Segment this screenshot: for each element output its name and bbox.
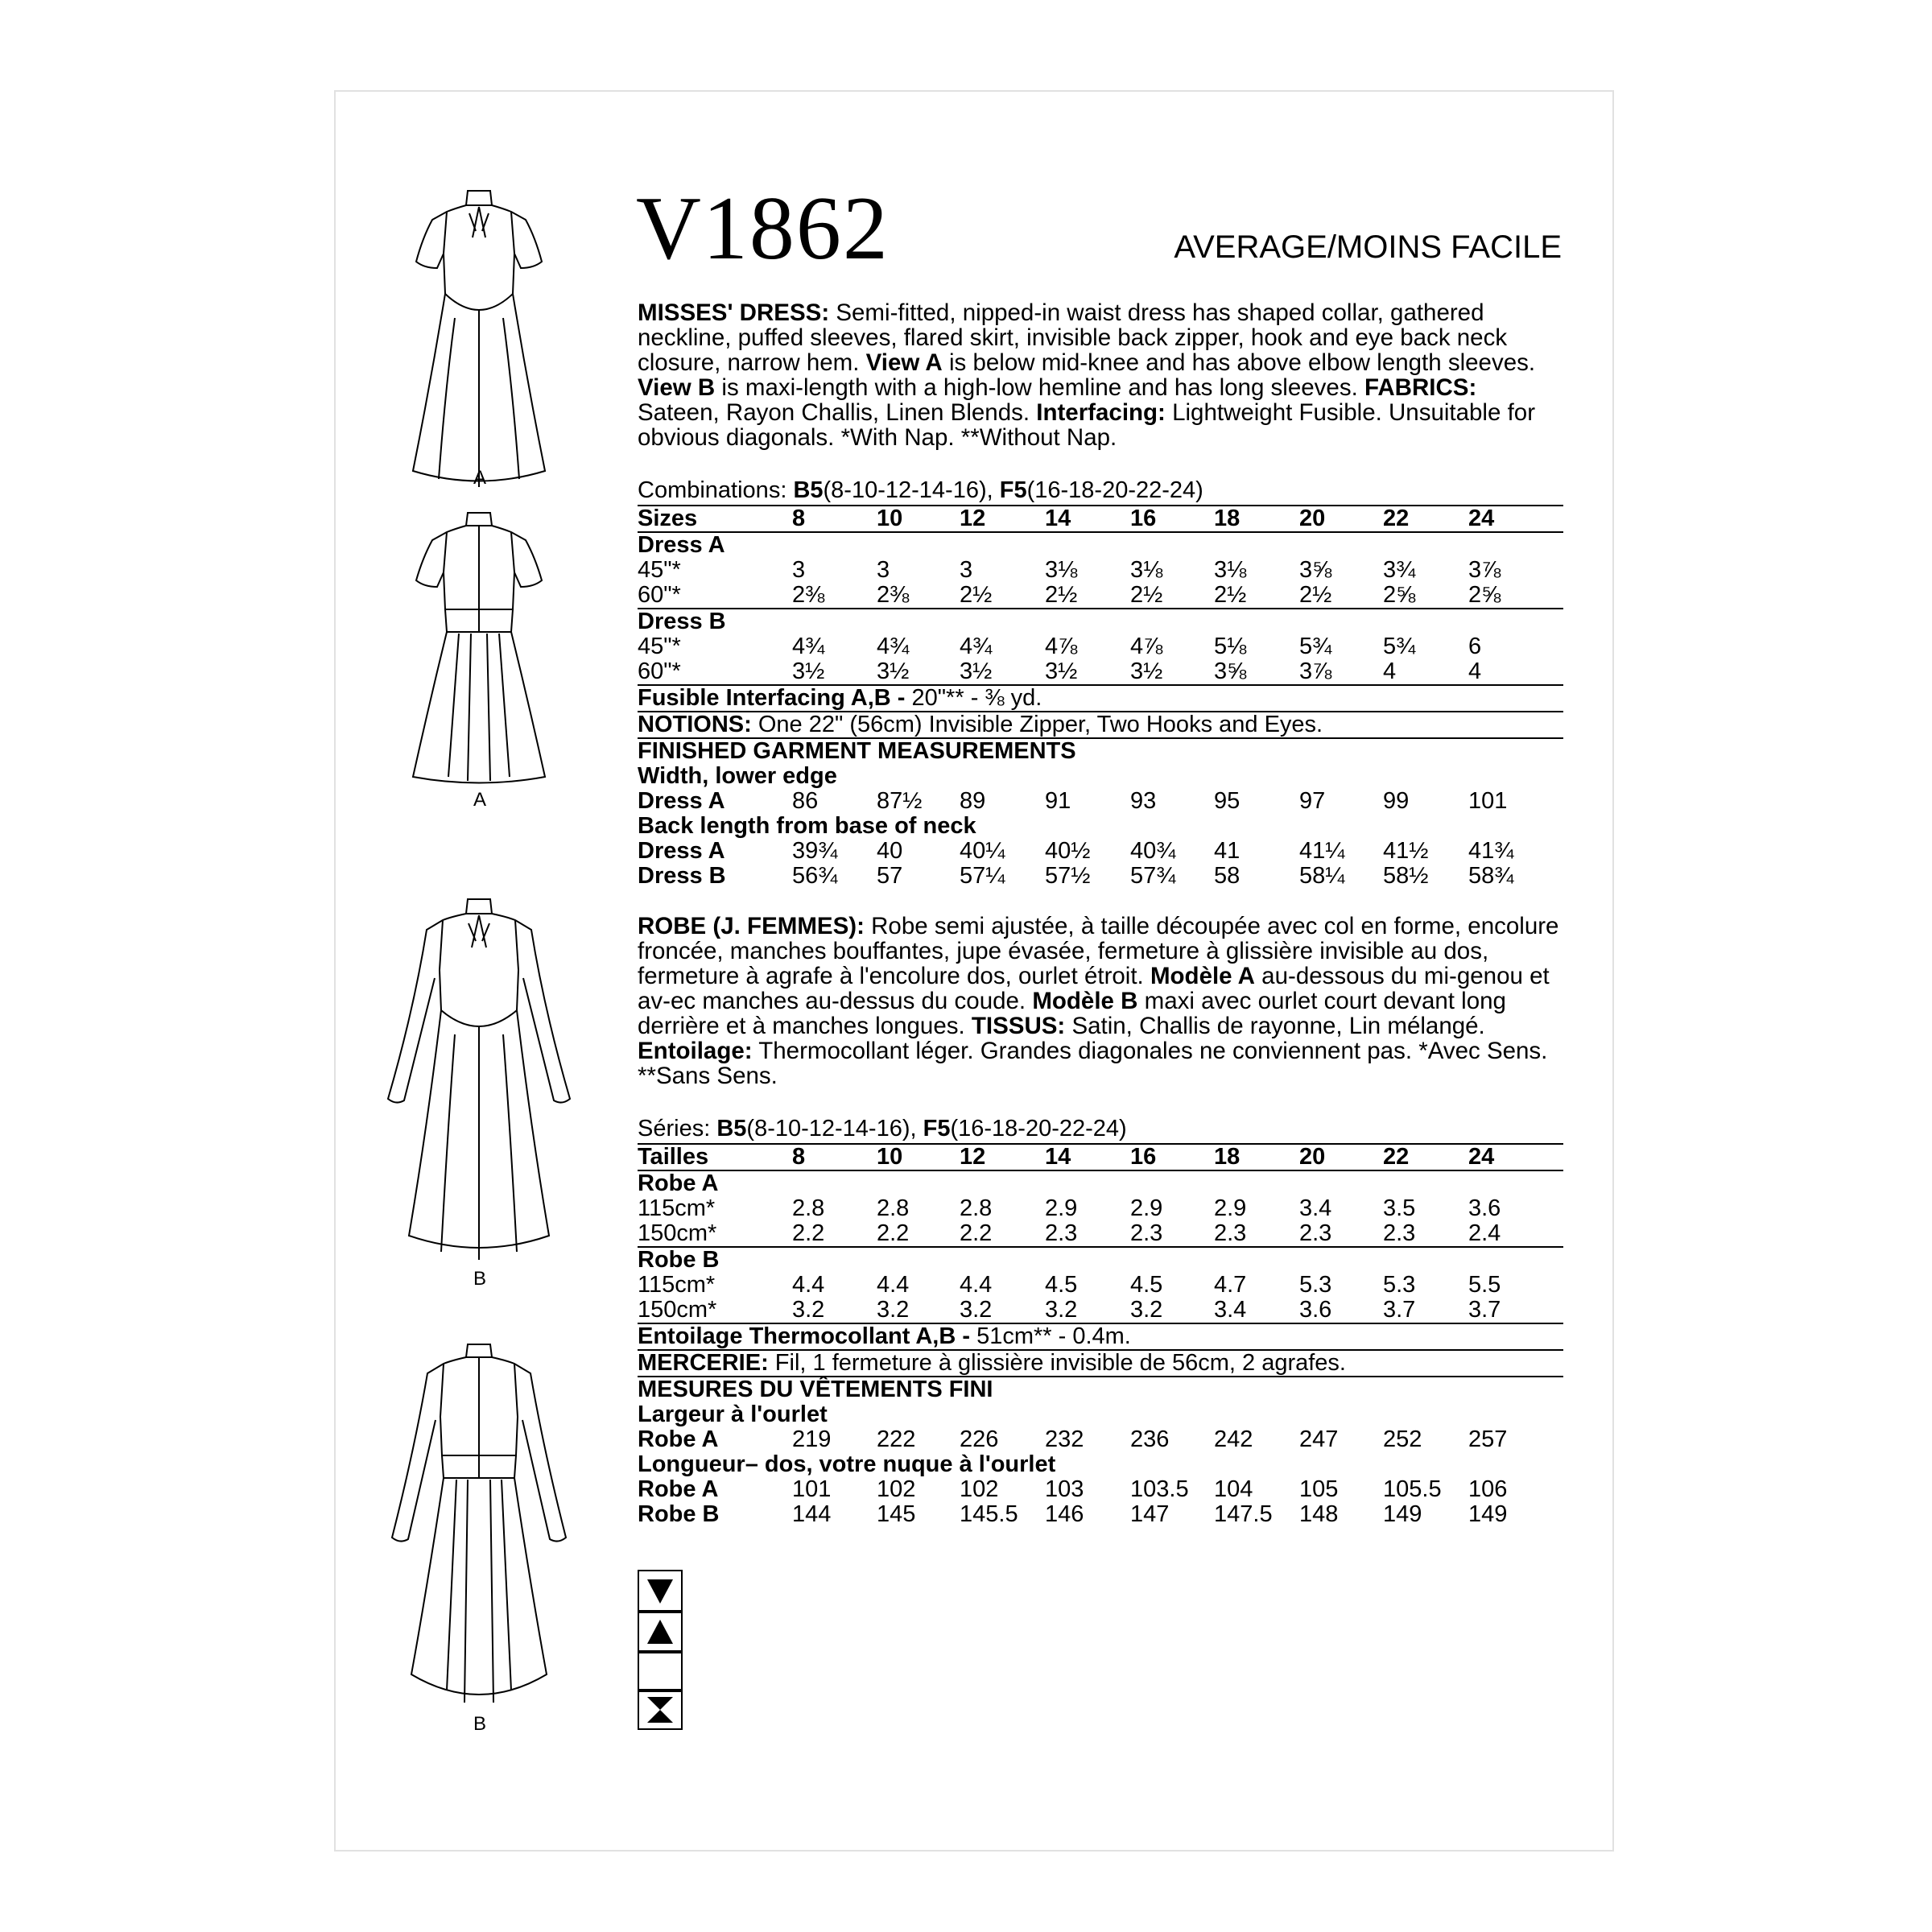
- length-row-label: Dress A: [638, 838, 725, 864]
- length-row-cell: 57¼: [960, 863, 1005, 889]
- width-row-cell: 87½: [877, 788, 923, 814]
- width-row-cell: 242: [1214, 1426, 1253, 1452]
- interfacing-row: [638, 686, 1563, 711]
- dress_a-row: [638, 1196, 1563, 1221]
- english-yardage-table: [638, 505, 1563, 889]
- dress_a-row-cell: 3⅞: [1468, 557, 1501, 583]
- width-title-label: Largeur à l'ourlet: [638, 1402, 828, 1427]
- length-title: [638, 1452, 1563, 1477]
- length-row-cell: 39¾: [792, 838, 838, 864]
- width-row-label: Robe A: [638, 1426, 719, 1452]
- length-row-cell: 41½: [1383, 838, 1429, 864]
- dress_a-row-cell: 3.4: [1299, 1195, 1332, 1221]
- sizes-header-cell: 8: [792, 1144, 806, 1170]
- length-row-cell: 57½: [1045, 863, 1091, 889]
- length-row-cell: 102: [877, 1476, 916, 1502]
- sizes-header-cell: 12: [960, 1144, 986, 1170]
- dress_b-row-cell: 4⅞: [1130, 634, 1163, 659]
- length-row-cell: 149: [1383, 1501, 1422, 1527]
- dress_a-row-cell: 3⅛: [1214, 557, 1247, 583]
- width-row-cell: 226: [960, 1426, 999, 1452]
- sketch-label-b-back: B: [473, 1713, 486, 1735]
- sizes-header-cell: 10: [877, 506, 903, 531]
- sizes-header-cell: 24: [1468, 1144, 1495, 1170]
- dress_b-row-cell: 3½: [1045, 658, 1078, 684]
- sizes-header-cell: 10: [877, 1144, 903, 1170]
- dress_b-title: [638, 609, 1563, 634]
- dress_a-row-cell: 2.3: [1299, 1220, 1332, 1246]
- length-row: [638, 839, 1563, 864]
- dress_a-row-cell: 2.4: [1468, 1220, 1501, 1246]
- dress_b-row-cell: 3.6: [1299, 1297, 1332, 1323]
- width-row-cell: 86: [792, 788, 819, 814]
- dress_a-row-cell: 2.2: [792, 1220, 825, 1246]
- length-row-cell: 40¼: [960, 838, 1005, 864]
- width-row-cell: 97: [1299, 788, 1326, 814]
- length-row-label: Dress B: [638, 863, 726, 889]
- notions-row-label: MERCERIE:: [638, 1350, 769, 1376]
- dress_b-row-cell: 3.2: [960, 1297, 993, 1323]
- finished-title: [638, 739, 1563, 764]
- notions-row-value: Fil, 1 fermeture à glissière invisible de 56cm, 2 agrafes.: [768, 1350, 1346, 1376]
- length-row-label: Robe A: [638, 1476, 719, 1502]
- width-title-label: Width, lower edge: [638, 763, 837, 789]
- difficulty-level: AVERAGE/MOINS FACILE: [1174, 229, 1562, 265]
- length-title-label: Back length from base of neck: [638, 813, 976, 839]
- dress_b-row-cell: 3½: [877, 658, 910, 684]
- dress_a-row-cell: 2.9: [1130, 1195, 1163, 1221]
- sizes-header-cell: 18: [1214, 506, 1241, 531]
- interfacing-row-value: 20"** - ⅜ yd.: [905, 685, 1042, 711]
- dress_a-row-cell: 2⅝: [1468, 582, 1501, 608]
- dress_a-row-cell: 2½: [1045, 582, 1078, 608]
- sizes-header: [638, 1145, 1563, 1170]
- dress_b-row-cell: 5.5: [1468, 1272, 1501, 1298]
- sizes-header-cell: 8: [792, 506, 806, 531]
- length-row-cell: 58¾: [1468, 863, 1514, 889]
- dress_b-row-cell: 3½: [792, 658, 825, 684]
- dress_a-row-cell: 2½: [1130, 582, 1163, 608]
- length-row-cell: 147.5: [1214, 1501, 1273, 1527]
- symbol-legend: [638, 1570, 681, 1727]
- sizes-header-cell: 16: [1130, 1144, 1157, 1170]
- sizes-header: [638, 506, 1563, 531]
- dress_b-row-cell: 3.2: [877, 1297, 910, 1323]
- dress_a-row-cell: 2.3: [1045, 1220, 1078, 1246]
- length-row-cell: 148: [1299, 1501, 1339, 1527]
- length-row-cell: 103.5: [1130, 1476, 1189, 1502]
- width-row-cell: 247: [1299, 1426, 1339, 1452]
- width-row-cell: 236: [1130, 1426, 1170, 1452]
- length-row-cell: 57¾: [1130, 863, 1176, 889]
- dress_a-row-cell: 2½: [1299, 582, 1332, 608]
- pattern-number: V1862: [636, 179, 890, 279]
- dress_b-row-cell: 5¾: [1383, 634, 1416, 659]
- width-row-cell: 222: [877, 1426, 916, 1452]
- length-title-label: Longueur– dos, votre nuque à l'ourlet: [638, 1451, 1056, 1477]
- dress_b-row-cell: 3½: [1130, 658, 1163, 684]
- length-title: [638, 814, 1563, 839]
- width-title: [638, 764, 1563, 789]
- dress_b-row-cell: 4¾: [960, 634, 993, 659]
- dress_a-row-label: 45"*: [638, 557, 681, 583]
- length-row-cell: 146: [1045, 1501, 1084, 1527]
- legend-box-4: [638, 1689, 683, 1730]
- length-row-cell: 57: [877, 863, 903, 889]
- dress_b-row: [638, 659, 1563, 684]
- length-row-cell: 40¾: [1130, 838, 1176, 864]
- dress_a-row-cell: 3: [792, 557, 806, 583]
- french-yardage-table: [638, 1143, 1563, 1527]
- length-row-cell: 41: [1214, 838, 1241, 864]
- length-row-cell: 144: [792, 1501, 832, 1527]
- length-row: [638, 1502, 1563, 1527]
- dress_a-row-cell: 2.2: [960, 1220, 993, 1246]
- length-row: [638, 1477, 1563, 1502]
- sizes-header-label: Tailles: [638, 1144, 709, 1170]
- dress_a-row-cell: 2.3: [1383, 1220, 1416, 1246]
- sizes-header-cell: 20: [1299, 1144, 1326, 1170]
- width-row-cell: 91: [1045, 788, 1071, 814]
- dress_a-row-cell: 3⅛: [1045, 557, 1078, 583]
- dress_b-row-cell: 3.4: [1214, 1297, 1247, 1323]
- english-description: MISSES' DRESS: Semi-fitted, nipped-in waist dress has shaped collar, gathered neckline, puffed sleeves, flared skirt, invisible back zipper, hook and eye back neck closure, narrow hem. View A is below mid-knee and has above elbow length sleeves. View B is maxi-length with a high-low hemline and has long sleeves. FABRICS: Sateen, Rayon Challis, Linen Blends. Interfacing: Lightweight Fusible. Unsuitable for obvious diagonals. *With Nap. **Without Nap.: [638, 299, 1536, 451]
- dress_a-row-label: 150cm*: [638, 1220, 717, 1246]
- dress_a-row-cell: 2.8: [877, 1195, 910, 1221]
- finished-title-label: MESURES DU VÊTEMENTS FINI: [638, 1377, 993, 1402]
- dress_b-row-cell: 5¾: [1299, 634, 1332, 659]
- sketch-label-a-back: A: [473, 789, 486, 811]
- notions-row-label: NOTIONS:: [638, 712, 752, 737]
- legend-box-3: [638, 1650, 683, 1692]
- length-row-cell: 106: [1468, 1476, 1508, 1502]
- length-row-cell: 58: [1214, 863, 1241, 889]
- sketch-view-b-front: [378, 890, 580, 1268]
- dress_a-row-cell: 2.9: [1045, 1195, 1078, 1221]
- dress_a-row-cell: 3⅛: [1130, 557, 1163, 583]
- width-row-cell: 95: [1214, 788, 1241, 814]
- dress_a-row-cell: 2⅜: [792, 582, 825, 608]
- dress_a-row-cell: 2½: [960, 582, 993, 608]
- length-row-cell: 41¼: [1299, 838, 1345, 864]
- length-row-cell: 102: [960, 1476, 999, 1502]
- dress_b-row-cell: 3.7: [1383, 1297, 1416, 1323]
- length-row-cell: 145.5: [960, 1501, 1018, 1527]
- dress_b-row: [638, 1273, 1563, 1298]
- width-row-cell: 257: [1468, 1426, 1508, 1452]
- dress_b-row: [638, 634, 1563, 659]
- dress_a-row-cell: 3: [877, 557, 890, 583]
- legend-box-1: [638, 1570, 683, 1613]
- dress_b-row-label: 115cm*: [638, 1272, 716, 1298]
- length-row-cell: 58½: [1383, 863, 1429, 889]
- sizes-header-cell: 24: [1468, 506, 1495, 531]
- dress_a-row: [638, 1221, 1563, 1246]
- sizes-header-cell: 14: [1045, 506, 1071, 531]
- sizes-header-cell: 16: [1130, 506, 1157, 531]
- dress_a-row-cell: 2.9: [1214, 1195, 1247, 1221]
- interfacing-row-label: Entoilage Thermocollant A,B -: [638, 1323, 971, 1349]
- notions-row: [638, 712, 1563, 737]
- dress_b-row-cell: 6: [1468, 634, 1482, 659]
- dress_b-title: [638, 1248, 1563, 1273]
- width-row-cell: 93: [1130, 788, 1157, 814]
- dress_b-row-cell: 4.4: [792, 1272, 825, 1298]
- english-combinations: Combinations: B5(8-10-12-14-16), F5(16-18-20-22-24): [638, 477, 1203, 503]
- width-row-cell: 232: [1045, 1426, 1084, 1452]
- dress_b-row-cell: 3⅞: [1299, 658, 1332, 684]
- dress_b-row-cell: 3.2: [1130, 1297, 1163, 1323]
- sketch-label-a-front: A: [473, 467, 486, 489]
- width-row-cell: 99: [1383, 788, 1410, 814]
- dress_a-row-cell: 2.3: [1214, 1220, 1247, 1246]
- length-row-cell: 56¾: [792, 863, 838, 889]
- dress_a-row-label: 115cm*: [638, 1195, 716, 1221]
- sizes-header-label: Sizes: [638, 506, 698, 531]
- length-row-cell: 105: [1299, 1476, 1339, 1502]
- dress_a-row-cell: 3.5: [1383, 1195, 1416, 1221]
- dress_a-row-cell: 2⅜: [877, 582, 910, 608]
- length-row-label: Robe B: [638, 1501, 720, 1527]
- sketch-view-a-back: [398, 503, 559, 785]
- length-row-cell: 58¼: [1299, 863, 1345, 889]
- french-description: ROBE (J. FEMMES): Robe semi ajustée, à taille découpée avec col en forme, encolure froncée, manches bouffantes, jupe évasée, fermeture à glissière invisible au dos, fermeture à agrafe à l'encolure dos, ourlet étroit. Modèle A au-dessous du mi-genou et av-ec manches au-dessus du coude. Modèle B maxi avec ourlet court devant long derrière et à manches longues. TISSUS: Satin, Challis de rayonne, Lin mélangé. Entoilage: Thermocollant léger. Grandes diagonales ne conviennent pas. *Avec Sens. **Sans Sens.: [638, 913, 1559, 1089]
- french-combinations: Séries: B5(8-10-12-14-16), F5(16-18-20-22-24): [638, 1116, 1127, 1141]
- width-row-cell: 219: [792, 1426, 832, 1452]
- width-row-cell: 252: [1383, 1426, 1422, 1452]
- notions-row-value: One 22" (56cm) Invisible Zipper, Two Hooks and Eyes.: [751, 712, 1323, 737]
- dress_a-title-label: Robe A: [638, 1170, 719, 1196]
- sketch-view-b-back: [382, 1336, 576, 1715]
- dress_b-title-label: Robe B: [638, 1247, 720, 1273]
- width-row-cell: 89: [960, 788, 986, 814]
- width-row-cell: 101: [1468, 788, 1508, 814]
- length-row-cell: 104: [1214, 1476, 1253, 1502]
- dress_b-row-cell: 4.4: [877, 1272, 910, 1298]
- dress_b-row-cell: 4¾: [877, 634, 910, 659]
- sizes-header-cell: 14: [1045, 1144, 1071, 1170]
- dress_b-row-cell: 3.2: [792, 1297, 825, 1323]
- width-row: [638, 789, 1563, 814]
- dress_a-row-label: 60"*: [638, 582, 681, 608]
- dress_a-row-cell: 3.6: [1468, 1195, 1501, 1221]
- finished-title-label: FINISHED GARMENT MEASUREMENTS: [638, 738, 1076, 764]
- length-row-cell: 147: [1130, 1501, 1170, 1527]
- length-row-cell: 103: [1045, 1476, 1084, 1502]
- sketch-label-b-front: B: [473, 1268, 486, 1290]
- length-row-cell: 40½: [1045, 838, 1091, 864]
- width-title: [638, 1402, 1563, 1427]
- dress_b-row: [638, 1298, 1563, 1323]
- sizes-header-cell: 12: [960, 506, 986, 531]
- length-row: [638, 864, 1563, 889]
- dress_b-row-cell: 3.7: [1468, 1297, 1501, 1323]
- length-row-cell: 101: [792, 1476, 832, 1502]
- dress_a-row-cell: 3¾: [1383, 557, 1416, 583]
- dress_a-row-cell: 2.8: [960, 1195, 993, 1221]
- legend-box-2: [638, 1610, 683, 1653]
- width-row-label: Dress A: [638, 788, 725, 814]
- dress_b-row-label: 60"*: [638, 658, 681, 684]
- sizes-header-cell: 18: [1214, 1144, 1241, 1170]
- sizes-header-cell: 22: [1383, 506, 1410, 531]
- dress_b-row-cell: 4¾: [792, 634, 825, 659]
- dress_a-title: [638, 1171, 1563, 1196]
- length-row-cell: 145: [877, 1501, 916, 1527]
- dress_b-row-cell: 5.3: [1299, 1272, 1332, 1298]
- dress_b-row-label: 45"*: [638, 634, 681, 659]
- dress_a-title-label: Dress A: [638, 532, 725, 558]
- dress_b-row-cell: 3⅝: [1214, 658, 1247, 684]
- length-row-cell: 40: [877, 838, 903, 864]
- dress_b-row-cell: 4.7: [1214, 1272, 1247, 1298]
- dress_b-row-cell: 4: [1383, 658, 1397, 684]
- dress_a-row: [638, 558, 1563, 583]
- width-row: [638, 1427, 1563, 1452]
- length-row-cell: 149: [1468, 1501, 1508, 1527]
- dress_b-row-cell: 3½: [960, 658, 993, 684]
- dress_a-row-cell: 2⅝: [1383, 582, 1416, 608]
- dress_b-row-cell: 4: [1468, 658, 1482, 684]
- interfacing-row: [638, 1324, 1563, 1349]
- length-row-cell: 105.5: [1383, 1476, 1442, 1502]
- interfacing-row-value: 51cm** - 0.4m.: [970, 1323, 1131, 1349]
- dress_a-row-cell: 3: [960, 557, 973, 583]
- dress_b-row-cell: 5⅛: [1214, 634, 1247, 659]
- dress_a-row-cell: 2.8: [792, 1195, 825, 1221]
- dress_b-row-cell: 3.2: [1045, 1297, 1078, 1323]
- interfacing-row-label: Fusible Interfacing A,B -: [638, 685, 906, 711]
- dress_b-row-cell: 4.5: [1045, 1272, 1078, 1298]
- dress_a-row-cell: 2.3: [1130, 1220, 1163, 1246]
- dress_b-row-cell: 5.3: [1383, 1272, 1416, 1298]
- dress_b-title-label: Dress B: [638, 609, 726, 634]
- dress_b-row-cell: 4.5: [1130, 1272, 1163, 1298]
- dress_b-row-label: 150cm*: [638, 1297, 717, 1323]
- dress_a-row-cell: 2.2: [877, 1220, 910, 1246]
- notions-row: [638, 1351, 1563, 1376]
- length-row-cell: 41¾: [1468, 838, 1514, 864]
- sizes-header-cell: 22: [1383, 1144, 1410, 1170]
- finished-title: [638, 1377, 1563, 1402]
- dress_b-row-cell: 4⅞: [1045, 634, 1078, 659]
- dress_a-row-cell: 3⅝: [1299, 557, 1332, 583]
- dress_a-row: [638, 583, 1563, 608]
- dress_a-row-cell: 2½: [1214, 582, 1247, 608]
- dress_b-row-cell: 4.4: [960, 1272, 993, 1298]
- sizes-header-cell: 20: [1299, 506, 1326, 531]
- dress_a-title: [638, 533, 1563, 558]
- sketch-view-a-front: [398, 181, 559, 495]
